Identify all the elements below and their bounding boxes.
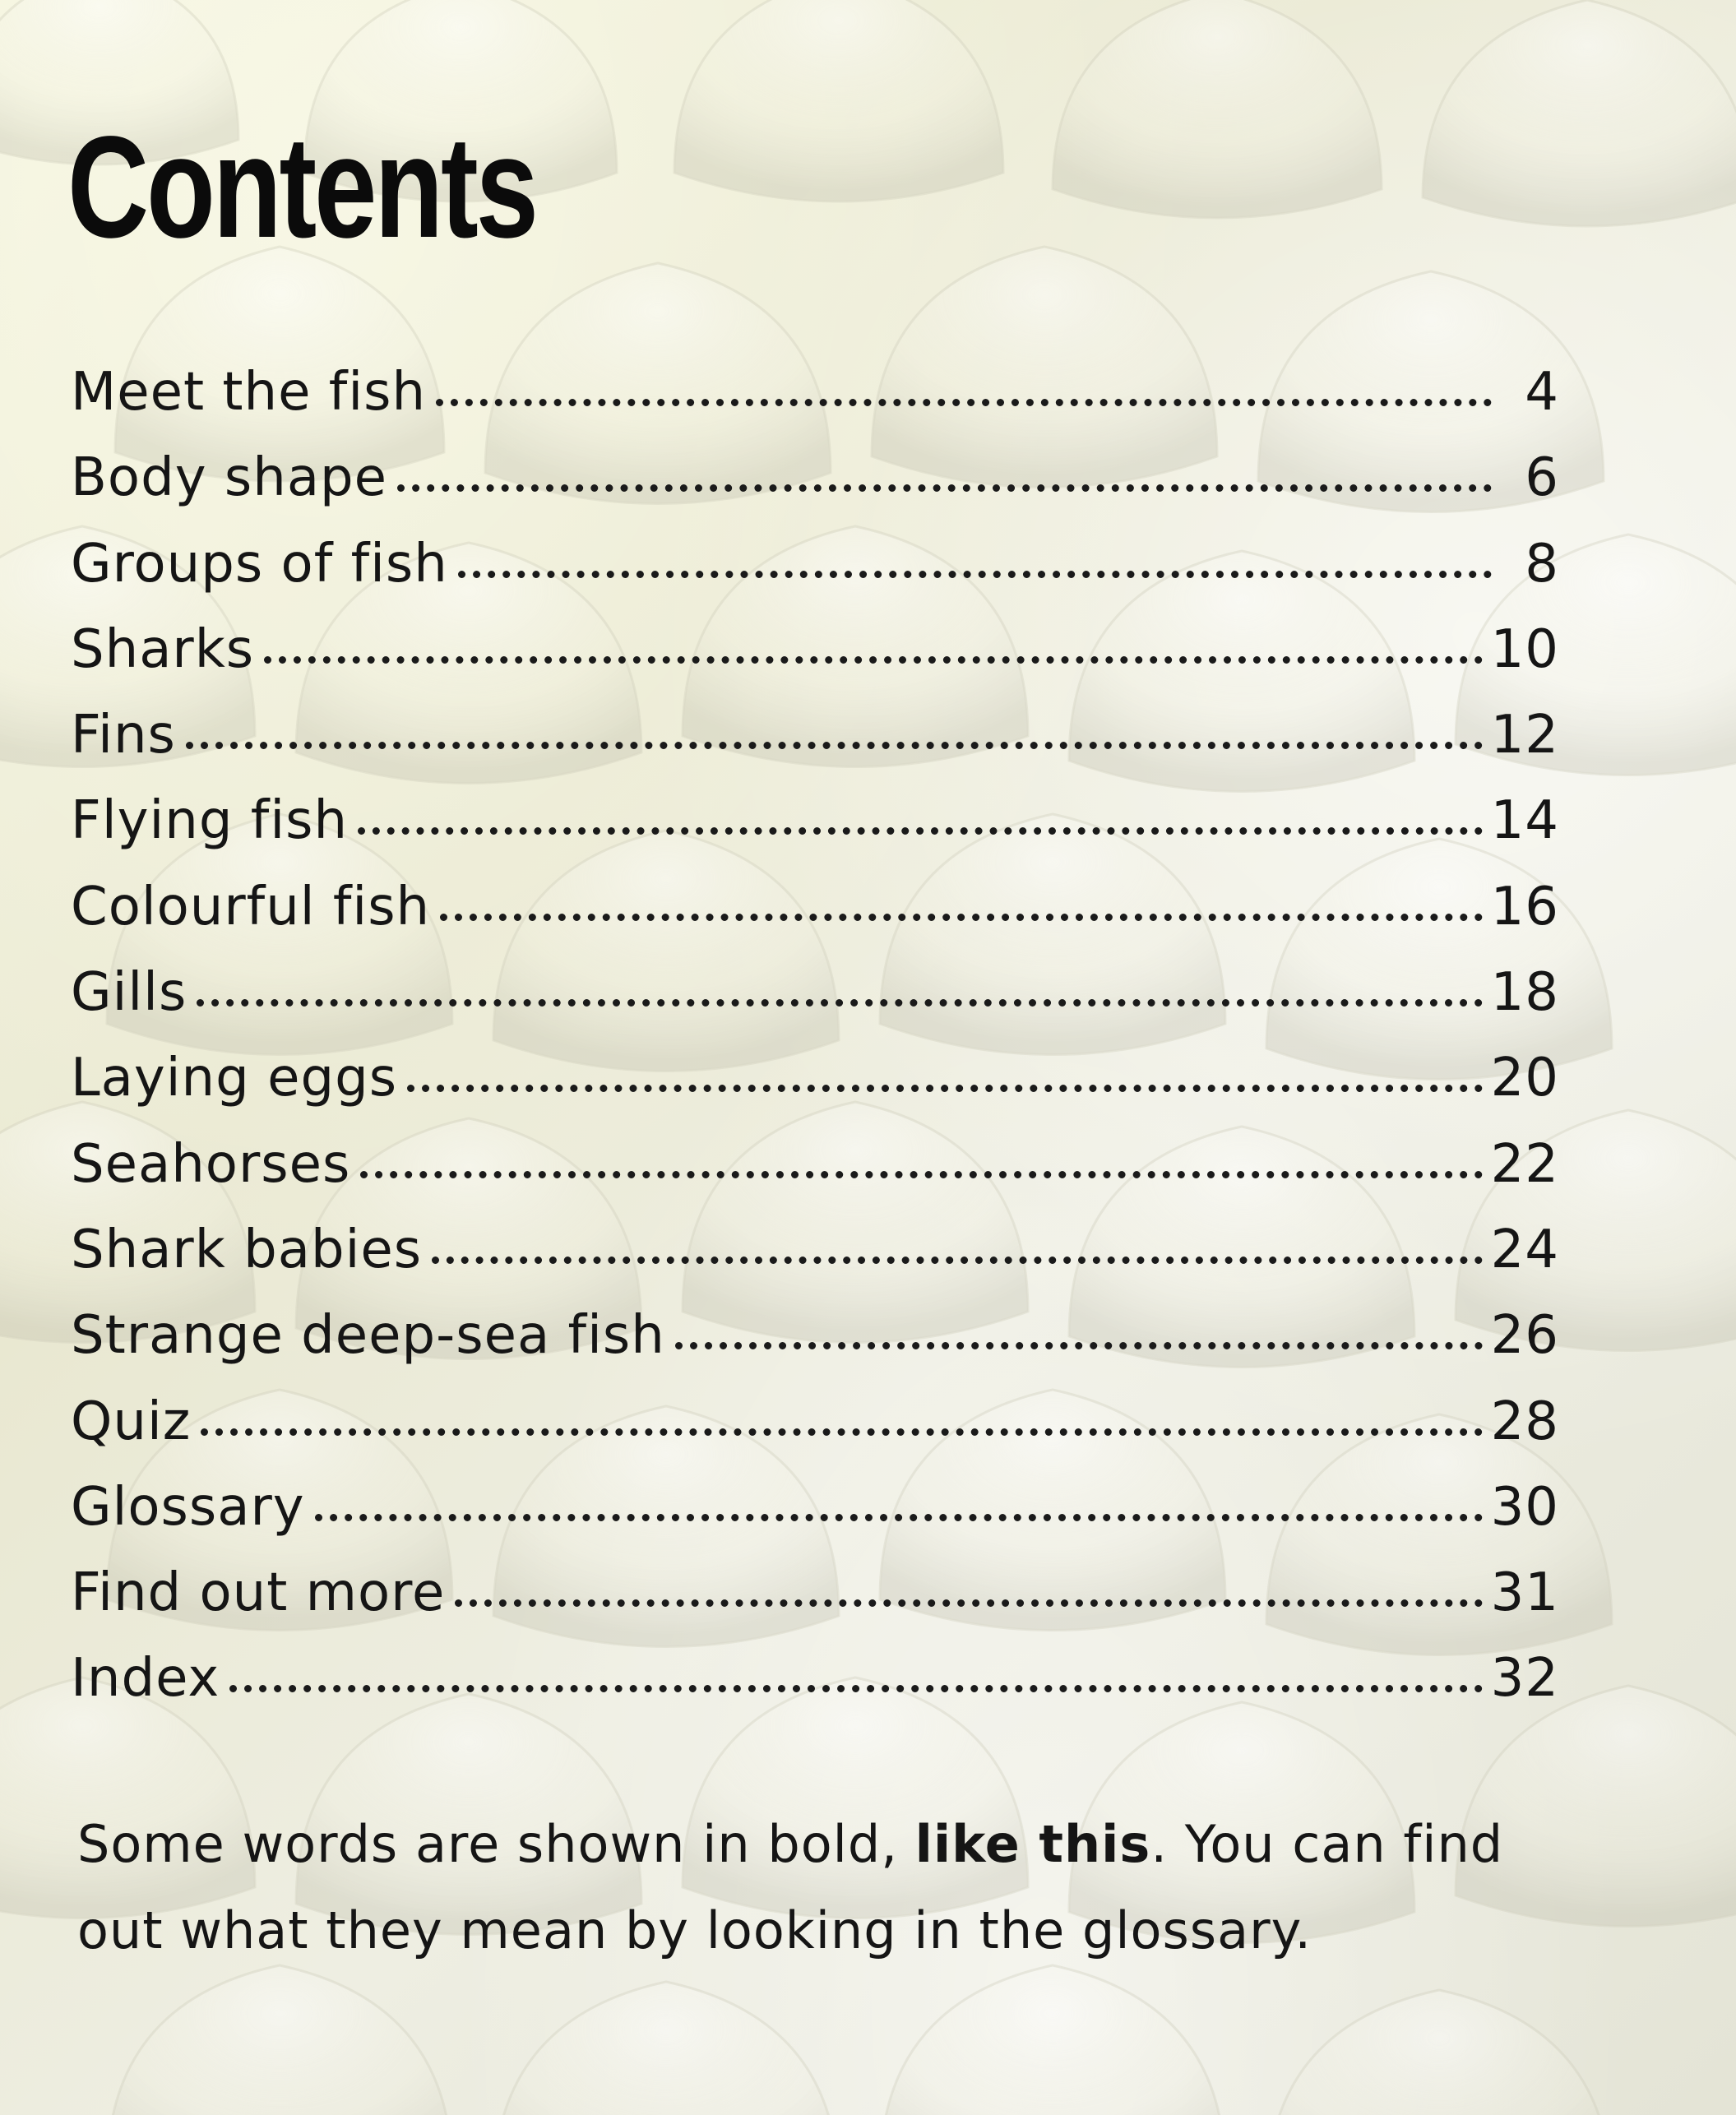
toc-entry[interactable] (71, 447, 1559, 533)
dot-leader (229, 1685, 1482, 1692)
toc-entry-title: Quiz (71, 1391, 192, 1452)
toc-entry-page-number: 12 (1490, 705, 1559, 766)
toc-entry[interactable] (71, 877, 1559, 962)
toc-entry-page-number: 28 (1490, 1391, 1559, 1452)
dot-leader (264, 656, 1482, 664)
toc-entry[interactable] (71, 1134, 1559, 1219)
dot-leader (197, 999, 1482, 1007)
toc-entry[interactable] (71, 619, 1559, 705)
toc-entry[interactable] (71, 1219, 1559, 1305)
toc-entry-title: Glossary (71, 1476, 305, 1538)
dot-leader (186, 742, 1483, 749)
toc-entry[interactable] (71, 1562, 1559, 1648)
dot-leader (436, 399, 1492, 406)
toc-entry-page-number: 16 (1490, 876, 1559, 937)
toc-entry-title: Shark babies (71, 1219, 423, 1280)
toc-entry-page-number: 4 (1525, 362, 1559, 423)
dot-leader (432, 1257, 1482, 1264)
toc-entry-title: Fins (71, 705, 176, 766)
page-title: Contents (67, 107, 536, 268)
toc-entry-page-number: 30 (1490, 1476, 1559, 1538)
note-bold-example: like this (914, 1814, 1151, 1874)
toc-entry-page-number: 22 (1490, 1133, 1559, 1195)
toc-entry-title: Gills (71, 962, 187, 1024)
toc-entry-title: Sharks (71, 618, 255, 680)
dot-leader (315, 1514, 1483, 1521)
toc-entry-title: Colourful fish (71, 876, 431, 937)
dot-leader (675, 1342, 1483, 1349)
toc-entry-title: Flying fish (71, 790, 348, 852)
toc-entry[interactable] (71, 362, 1559, 447)
dot-leader (440, 914, 1482, 921)
toc-entry-page-number: 24 (1490, 1219, 1559, 1280)
dot-leader (407, 1085, 1483, 1092)
toc-entry-page-number: 10 (1490, 618, 1559, 680)
dot-leader (358, 827, 1483, 835)
dot-leader (397, 484, 1492, 492)
toc-entry-title: Find out more (71, 1562, 446, 1624)
toc-entry[interactable] (71, 1648, 1559, 1733)
dot-leader (458, 571, 1492, 578)
toc-entry[interactable] (71, 1048, 1559, 1133)
note-text-before: Some words are shown in bold, (77, 1814, 915, 1874)
toc-entry-page-number: 32 (1490, 1648, 1559, 1710)
glossary-note (77, 1801, 1558, 1974)
toc-entry[interactable] (71, 1391, 1559, 1477)
toc-entry-page-number: 8 (1525, 533, 1559, 595)
toc-entry-title: Index (71, 1648, 220, 1710)
toc-entry-title: Meet the fish (71, 362, 426, 423)
toc-entry-page-number: 6 (1525, 447, 1559, 509)
toc-entry-title: Strange deep-sea fish (71, 1305, 665, 1367)
dot-leader (455, 1599, 1482, 1607)
toc-entry-page-number: 18 (1490, 962, 1559, 1024)
toc-entry-page-number: 31 (1490, 1562, 1559, 1624)
toc-entry[interactable] (71, 790, 1559, 876)
toc-entry[interactable] (71, 962, 1559, 1048)
toc-entry[interactable] (71, 1477, 1559, 1562)
toc-entry-title: Body shape (71, 447, 388, 509)
toc-entry[interactable] (71, 705, 1559, 790)
toc-entry[interactable] (71, 1305, 1559, 1391)
toc-entry-title: Laying eggs (71, 1048, 398, 1109)
table-of-contents (71, 362, 1559, 1734)
toc-entry-page-number: 14 (1490, 790, 1559, 852)
note-text-after: . You can find out what they mean by looking in the glossary. (77, 1814, 1504, 1960)
dot-leader (360, 1171, 1482, 1178)
toc-entry-page-number: 26 (1490, 1305, 1559, 1367)
toc-entry-page-number: 20 (1490, 1048, 1559, 1109)
dot-leader (201, 1428, 1482, 1436)
toc-entry[interactable] (71, 534, 1559, 619)
toc-entry-title: Seahorses (71, 1133, 351, 1195)
toc-entry-title: Groups of fish (71, 533, 448, 595)
